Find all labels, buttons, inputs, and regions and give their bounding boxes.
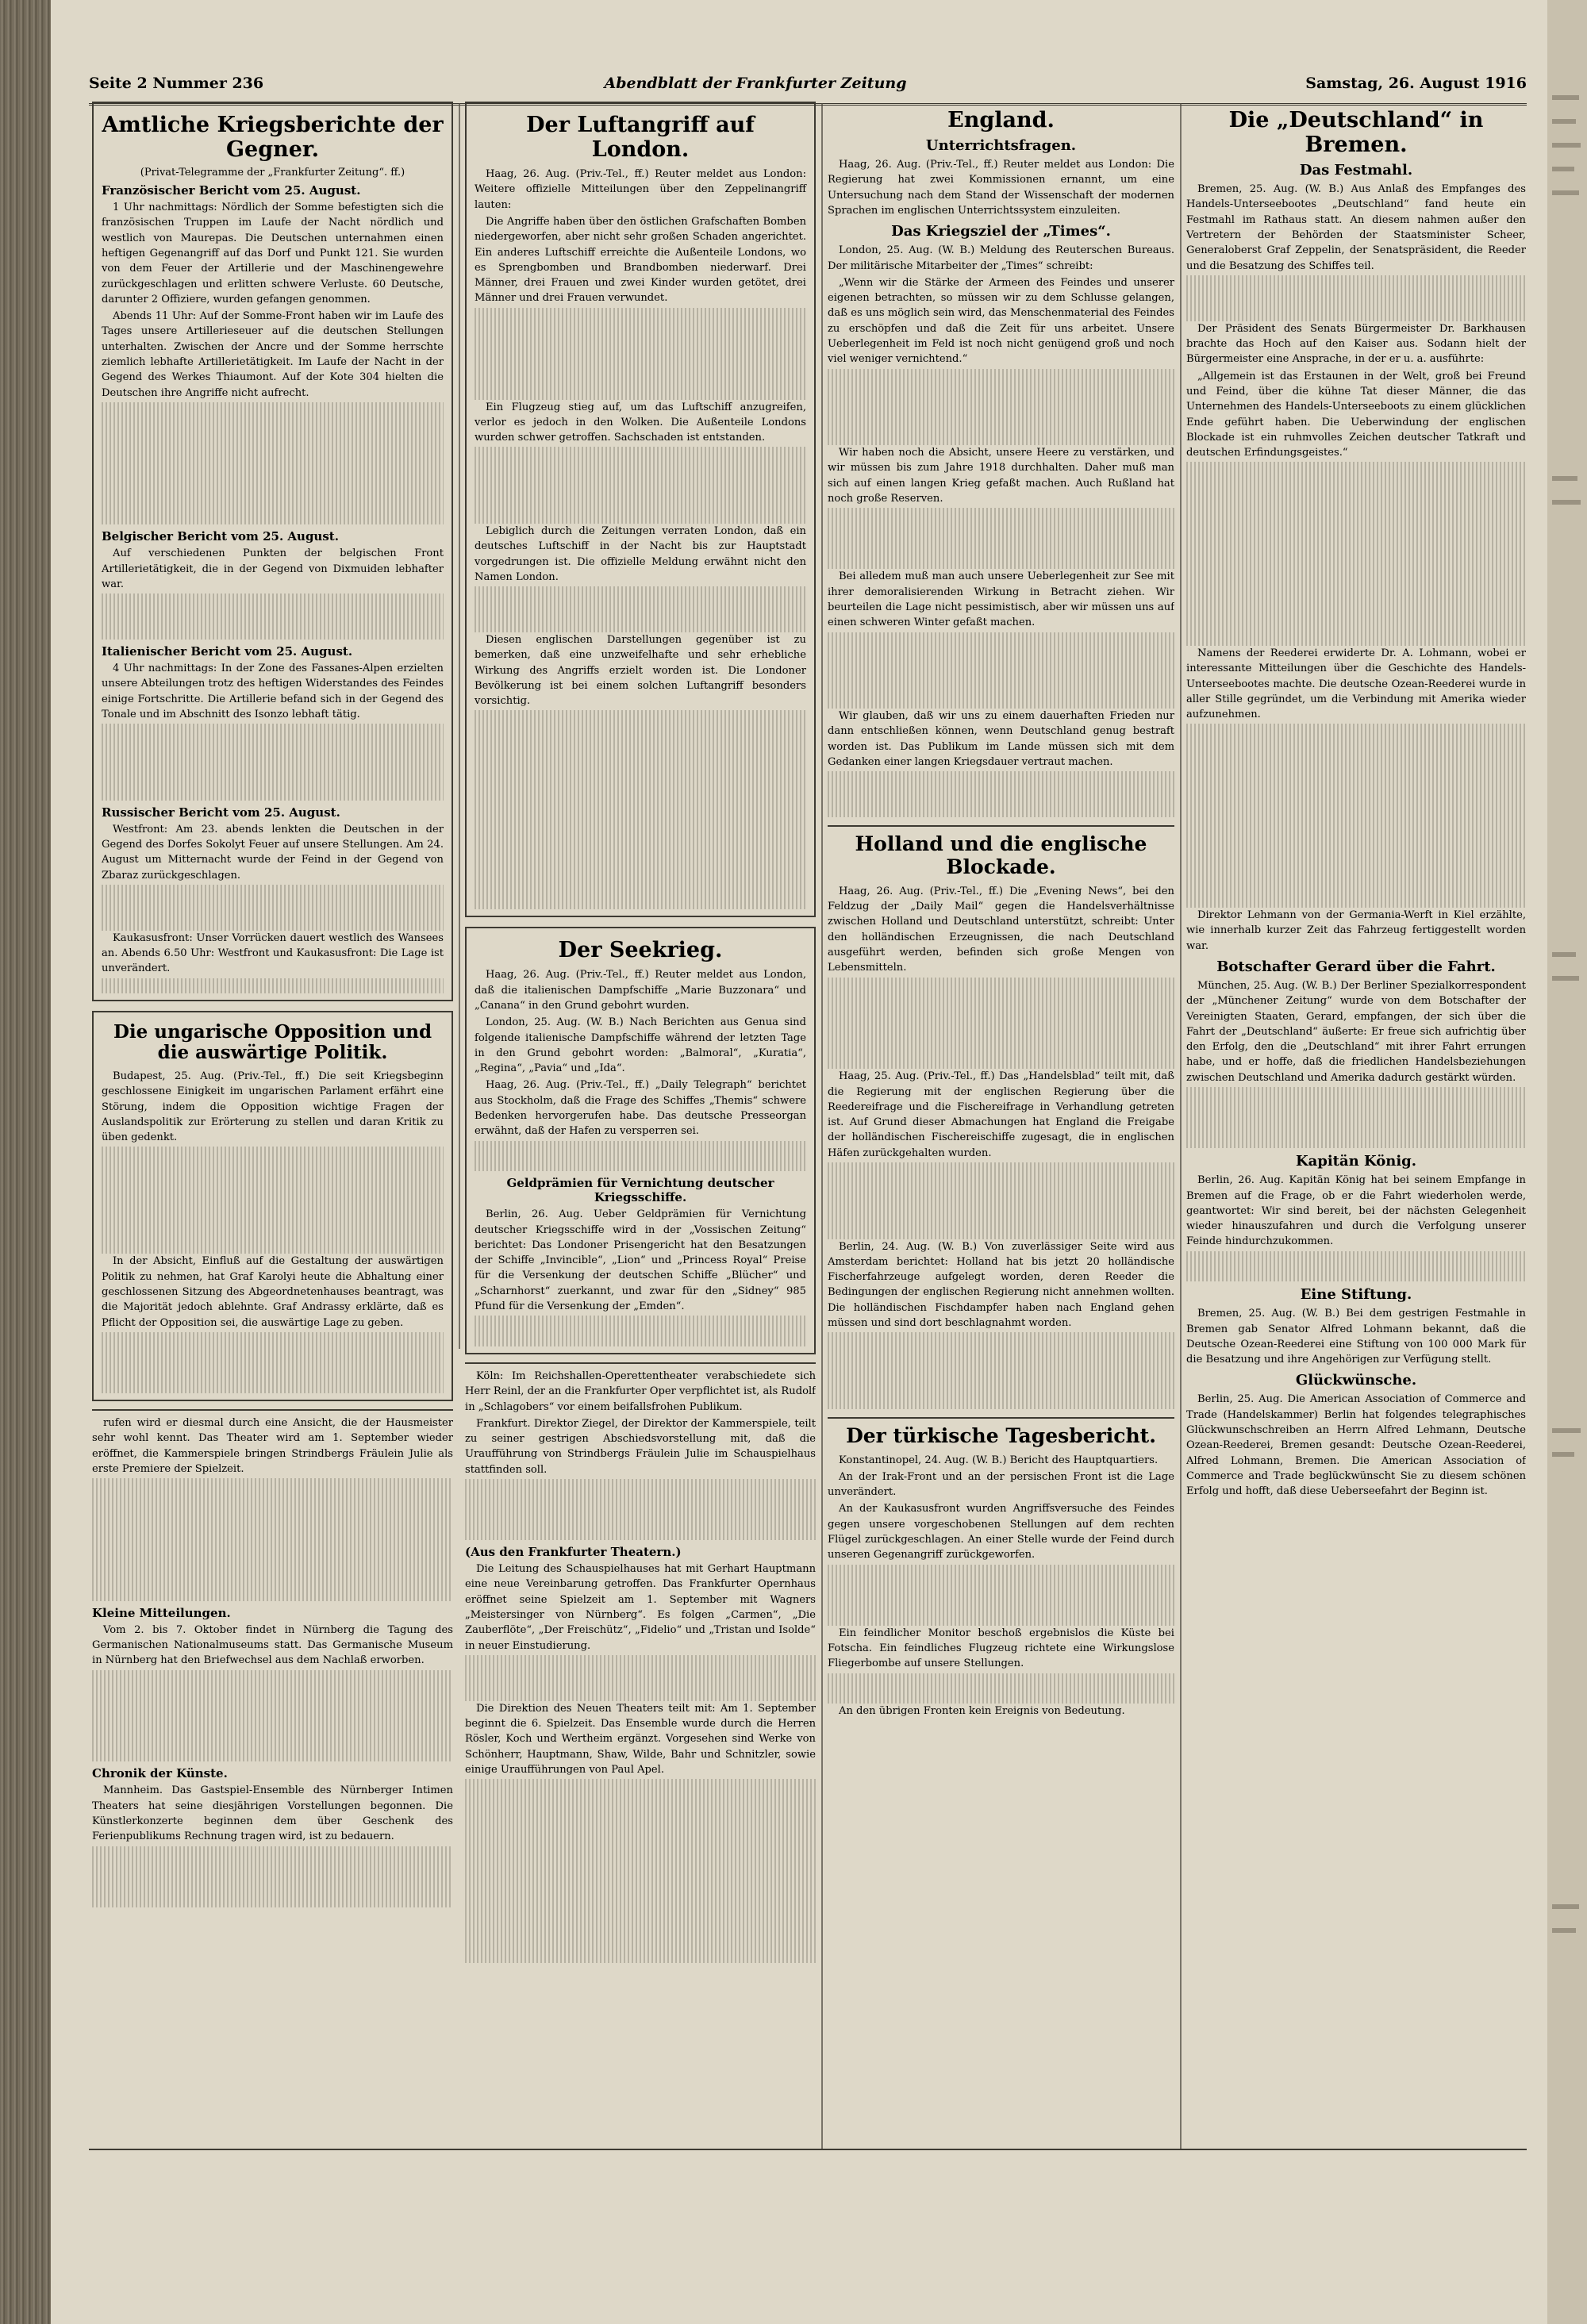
subhead-bounties: Geldprämien für Vernichtung deutscher Kriegsschiffe. [506, 1176, 774, 1205]
subhead-belgian-report: Belgischer Bericht vom 25. August. [102, 529, 339, 544]
column-2 [465, 102, 816, 2145]
subhead-congratulations: Glückwünsche. [1295, 1372, 1417, 1389]
paragraph: Bremen, 25. Aug. (W. B.) Bei dem gestrigen Festmahle in Bremen gab Senator Alfred Lohmann bekannt, daß die Deutsche Ozean-Reederei eine Stiftung von 100 000 Mark für die Besatzung und ihre Angehörigen zur Verfügung stellt. [1186, 1308, 1526, 1366]
paragraph: Bei alledem muß man auch unsere Ueberlegenheit zur See mit ihrer demoralisierenden Wirkung in Betracht ziehen. Wir beurteilen die Lage nicht pessimistisch, aber wir müssen uns auf einen schweren Winter gefaßt machen. [828, 570, 1174, 629]
subhead-french-report: Französischer Bericht vom 25. August. [102, 183, 361, 198]
subhead-arts-chronicle: Chronik der Künste. [92, 1766, 228, 1781]
paragraph: In der Absicht, Einfluß auf die Gestaltung der auswärtigen Politik zu nehmen, hat Graf Karolyi heute die Abhaltung einer geschlossenen Sitzung des Abgeordnetenhauses beantragt, was die Majorität jedoch ablehnte. Graf Andrassy erklärte, daß es Pflicht der Opposition sei, die auswärtige Lage zu geben. [102, 1255, 444, 1329]
column-rule [459, 103, 460, 1349]
paragraph: Auf verschiedenen Punkten der belgischen Front Artillerietätigkeit, die in der Gegend von Dixmuiden lebhafter war. [102, 547, 444, 590]
paragraph: Kaukasusfront: Unser Vorrücken dauert westlich des Wansees an. Abends 6.50 Uhr: Westfront und Kaukasusfront: Die Lage ist unverändert. [102, 932, 444, 975]
headline-naval-war: Der Seekrieg. [558, 938, 723, 963]
war-reports-box [92, 102, 453, 1001]
paragraph: An den übrigen Fronten kein Ereignis von Bedeutung. [839, 1705, 1125, 1718]
paragraph: Haag, 26. Aug. (Priv.-Tel., ff.) Reuter meldet aus London: Die Regierung hat zwei Kommissionen ernannt, um eine Untersuchung nach dem Stand der Wissenschaft der modernen Sprachen im englischen Unterrichtssystem einzuleiten. [828, 159, 1174, 217]
divider [465, 1362, 816, 1364]
paragraph: Die Direktion des Neuen Theaters teilt mit: Am 1. September beginnt die 6. Spielzeit. Das Ensemble wurde durch die Herren Rösler, Koch und Wertheim ergänzt. Vorgesehen sind Werke von Schönherr, Hauptmann, Shaw, Wilde, Bahr und Schnitzler, sowie einige Uraufführungen von Paul Apel. [465, 1702, 816, 1777]
subhead-education: Unterrichtsfragen. [925, 137, 1077, 155]
page-number: Seite 2 Nummer 236 [89, 75, 264, 92]
paragraph: Mannheim. Das Gastspiel-Ensemble des Nürnberger Intimen Theaters hat seine diesjährigen Vorstellungen begonnen. Die Künstlerkonzerte beginnen dem über Geschenk des Ferienpublikums Rechnung tragen wird, ist zu bedauern. [92, 1784, 453, 1843]
paragraph: Berlin, 26. Aug. Kapitän König hat bei seinem Empfange in Bremen auf die Frage, ob er die Fahrt wiederholen werde, geantwortet: Wir sind bereit, bei der nächsten Gelegenheit wieder hinauszufahren und durch die Verfolgung unserer Feinde hindurchzukommen. [1186, 1174, 1526, 1248]
paragraph: Haag, 26. Aug. (Priv.-Tel., ff.) Reuter meldet aus London, daß die italienischen Dampfschiffe „Marie Buzzonara“ und „Canana“ in den Grund gebohrt wurden. [475, 969, 806, 1012]
paragraph: 4 Uhr nachmittags: In der Zone des Fassanes-Alpen erzielten unsere Abteilungen trotz des heftigen Widerstandes des Feindes einige Fortschritte. Die Artillerie befand sich in der Gegend des Tonale und im Abschnitt des Isonzo lebhaft tätig. [102, 663, 444, 720]
paragraph: Haag, 26. Aug. (Priv.-Tel., ff.) Die „Evening News“, bei den Feldzug der „Daily Mail“ gegen die Handelsverhältnisse zwischen Holland und Deutschland unterstützt, schreibt: Unter den holländischen Erzeugnissen, die nach Deutschland ausgeführt werden, befinden sich große Mengen von Lebensmitteln. [828, 885, 1174, 974]
adjacent-page-edge [1547, 0, 1587, 2324]
paragraph: Namens der Reederei erwiderte Dr. A. Lohmann, wobei er interessante Mitteilungen über die Geschichte des Handels-Unterseebootes machte. Die deutsche Ozean-Reederei wurde in aller Stille gegründet, um die Verbindung mit Amerika wieder aufzunehmen. [1186, 647, 1526, 721]
paragraph: rufen wird er diesmal durch eine Ansicht, die der Hausmeister sehr wohl kennt. Das Theater wird am 1. September wieder eröffnet, die Kammerspiele bringen Strindbergs Fräulein Julie als erste Premiere der Spielzeit. [92, 1417, 453, 1476]
paragraph: Frankfurt. Direktor Ziegel, der Direktor der Kammerspiele, teilt zu seiner gestrigen Abschiedsvorstellung mit, daß die Uraufführung von Strindbergs Fräulein Julie im Schauspielhaus stattfinden soll. [465, 1417, 816, 1476]
paragraph: „Allgemein ist das Erstaunen in der Welt, groß bei Freund und Feind, über die kühne Tat dieser Männer, die das Unternehmen des Handels-Unterseeboots zu einem glücklichen Ende geführt haben. Die Ueberwindung der englischen Blockade ist ein ruhmvolles Zeichen deutscher Tatkraft und deutschen Erfindungsgeistes.“ [1186, 370, 1526, 459]
paragraph: Direktor Lehmann von der Germania-Werft in Kiel erzählte, wie innerhalb kurzer Zeit das Fahrzeug fertiggestellt worden war. [1186, 909, 1526, 952]
paragraph: „Wenn wir die Stärke der Armeen des Feindes und unserer eigenen betrachten, so müssen wir zu dem Schlusse gelangen, daß es uns möglich sein wird, das Menschenmaterial des Feindes zu erschöpfen und daß die Zeit für uns arbeitet. Unsere Ueberlegenheit im Feld ist noch nicht genügend groß und noch viel weniger vernichtend.“ [828, 276, 1174, 366]
paragraph: An der Kaukasusfront wurden Angriffsversuche des Feindes gegen unsere vorgeschobenen Stellungen auf dem rechten Flügel zurückgeschlagen. An einer Stelle wurde der Feind durch unseren Gegenangriff zurückgeworfen. [828, 1503, 1174, 1561]
paragraph: Die Angriffe haben über den östlichen Grafschaften Bomben niedergeworfen, aber nicht sehr großen Schaden angerichtet. Ein anderes Luftschiff erreichte die Außenteile Londons, wo es Sprengbomben und Brandbomben niederwarf. Drei Männer, drei Frauen und zwei Kinder wurden getötet, drei Männer und drei Frauen verwundet. [475, 215, 806, 305]
masthead-title: Abendblatt der Frankfurter Zeitung [604, 75, 907, 92]
paragraph: Wir glauben, daß wir uns zu einem dauerhaften Frieden nur dann entschließen können, wenn Deutschland genug bestraft worden ist. Das Publikum im Lande müssen sich mit dem Gedanken einer langen Kriegsdauer vertraut machen. [828, 710, 1174, 769]
subhead-theaters: (Aus den Frankfurter Theatern.) [465, 1545, 682, 1560]
paragraph: Vom 2. bis 7. Oktober findet in Nürnberg die Tagung des Germanischen Nationalmuseums statt. Das Germanische Museum in Nürnberg hat den Briefwechsel aus dem Nachlaß erworben. [92, 1623, 453, 1667]
paragraph: Lebiglich durch die Zeitungen verraten London, daß ein deutsches Luftschiff in der Nacht bis zur Hauptstadt vorgedrungen ist. Die offizielle Meldung erwähnt nicht den Namen London. [475, 524, 806, 583]
headline-deutschland-bremen: Die „Deutschland“ in Bremen. [1228, 108, 1484, 158]
paragraph: 1 Uhr nachmittags: Nördlich der Somme befestigten sich die französischen Truppen im Laufe der Nacht nördlich und westlich von Maurepas. Die Deutschen unternahmen einen heftigen Gegenangriff auf das Dorf und Punkt 121. Sie wurden von dem Feuer der Artillerie und der Maschinengewehre zurückgeschlagen und erlitten schwere Verluste. 60 Deutsche, darunter 2 Offiziere, wurden gefangen genommen. [102, 202, 444, 305]
subhead-ambassador-gerard: Botschafter Gerard über die Fahrt. [1216, 958, 1496, 975]
naval-war-box [465, 927, 816, 1354]
paragraph: Köln: Im Reichshallen-Operettentheater verabschiedete sich Herr Reinl, der an die Frankfurter Oper verpflichtet ist, als Rudolf in „Schlagobers“ vor einem beifallsfrohen Publikum. [465, 1369, 816, 1413]
paragraph: London, 25. Aug. (W. B.) Meldung des Reuterschen Bureaus. Der militärische Mitarbeiter der „Times“ schreibt: [828, 244, 1174, 272]
headline-turkish-report: Der türkische Tagesbericht. [846, 1423, 1156, 1447]
paragraph: Ein Flugzeug stieg auf, um das Luftschiff anzugreifen, verlor es jedoch in den Wolken. Die Außenteile Londons wurden schwer getroffen. Sachschaden ist entstanden. [475, 401, 806, 444]
subhead-foundation: Eine Stiftung. [1300, 1286, 1412, 1304]
paragraph: Haag, 25. Aug. (Priv.-Tel., ff.) Das „Handelsblad“ teilt mit, daß die Regierung mit der englischen Regierung über die Reedereifrage und die Fischereifrage in Verhandlung getreten ist. Auf Grund dieser Abmachungen hat England die Freigabe der holländischen Fischereischiffe zugesagt, die in englischen Häfen zurückgehalten wurden. [828, 1070, 1174, 1159]
air-raid-box [465, 102, 816, 917]
paragraph: Berlin, 25. Aug. Die American Association of Commerce and Trade (Handelskammer) Berlin hat folgendes telegraphisches Glückwunschschreiben an Herrn Alfred Lehmann, Deutsche Ozean-Reederei, Bremen gesandt: Deutsche Ozean-Reederei, Alfred Lohmann, Bremen. Die American Association of Commerce and Trade beglückwünscht Sie zu diesem schönen Erfolg und hofft, daß diese Ueberseefahrt der Beginn ist. [1186, 1393, 1526, 1498]
column-4 [1186, 102, 1526, 2145]
hungary-article-box [92, 1011, 453, 1401]
page-bottom-rule [89, 2149, 1527, 2150]
paragraph: Die Leitung des Schauspielhauses hat mit Gerhart Hauptmann eine neue Vereinbarung getroffen. Das Frankfurter Opernhaus eröffnet seine Spielzeit am 1. September mit Wagners „Meistersinger von Nürnberg“. Es folgen „Carmen“, „Die Zauberflöte“, „Der Freischütz“, „Fidelio“ und „Tristan und Isolde“ in neuer Einstudierung. [465, 1563, 816, 1652]
column-3 [828, 102, 1174, 2145]
headline-holland-blockade: Holland und die englische Blockade. [855, 832, 1147, 878]
divider [828, 1417, 1174, 1419]
paragraph: Haag, 26. Aug. (Priv.-Tel., ff.) Reuter meldet aus London: Weitere offizielle Mitteilungen über den Zeppelinangriff lauten: [475, 168, 806, 211]
paragraph: Diesen englischen Darstellungen gegenüber ist zu bemerken, daß eine unzweifelhafte und sehr erhebliche Wirkung des Angriffs erzielt worden ist. Die Londoner Bevölkerung ist bei einem solchen Luftangriff besonders vorsichtig. [475, 634, 806, 708]
paragraph: Haag, 26. Aug. (Priv.-Tel., ff.) „Daily Telegraph“ berichtet aus Stockholm, daß die Frage des Schiffes „Themis“ schwere Bedenken hervorgerufen habe. Das deutsche Presseorgan erwähnt, daß der Hafen zu versperren sei. [475, 1079, 806, 1138]
page-header [89, 68, 1527, 106]
issue-date: Samstag, 26. August 1916 [1305, 75, 1527, 92]
subhead-captain-koenig: Kapitän König. [1295, 1153, 1417, 1170]
headline-hungarian-opposition: Die ungarische Opposition und die auswärtige Politik. [113, 1021, 432, 1064]
column-rule [1180, 103, 1182, 2150]
column-1 [92, 102, 453, 2145]
paragraph: München, 25. Aug. (W. B.) Der Berliner Spezialkorrespondent der „Münchener Zeitung“ wurde von dem Botschafter der Vereinigten Staaten, Gerard, empfangen, der sich über die Fahrt der „Deutschland“ äußerte: Er freue sich aufrichtig über den Erfolg, den die „Deutschland“ mit ihrer Fahrt errungen habe, und er hoffe, daß die friedlichen Handelsbeziehungen zwischen Deutschland und Amerika dadurch gestärkt würden. [1186, 979, 1526, 1084]
headline-war-reports: Amtliche Kriegsberichte der Gegner. [102, 113, 444, 163]
subhead-banquet: Das Festmahl. [1299, 162, 1413, 179]
subhead-small-notes: Kleine Mitteilungen. [92, 1605, 231, 1620]
subhead-russian-report: Russischer Bericht vom 25. August. [102, 805, 340, 820]
byline: (Privat-Telegramme der „Frankfurter Zeitung“. ff.) [140, 167, 405, 179]
headline-air-raid-london: Der Luftangriff auf London. [526, 113, 755, 163]
divider [828, 825, 1174, 827]
paragraph: Wir haben noch die Absicht, unsere Heere zu verstärken, und wir müssen bis zum Jahre 1918 durchhalten. Daher muß man sich auf einen langen Krieg gefaßt machen. Auch Rußland hat noch große Reserven. [828, 447, 1174, 505]
paragraph: Berlin, 26. Aug. Ueber Geldprämien für Vernichtung deutscher Kriegsschiffe wird in der „Vossischen Zeitung“ berichtet: Das Londoner Prisengericht hat den Besatzungen der Schiffe „Invincible“, „Lion“ und „Princess Royal“ Preise für die Versenkung der deutschen Schiffe „Blücher“ und „Scharnhorst“ zuerkannt, und zwar für den „Sidney“ 985 Pfund für die Versenkung der „Emden“. [475, 1208, 806, 1313]
book-binding-edge [0, 0, 51, 2324]
paragraph: Berlin, 24. Aug. (W. B.) Von zuverlässiger Seite wird aus Amsterdam berichtet: Holland hat bis jetzt 20 holländische Fischerfahrzeuge aufgelegt worden, deren Reeder die Bedingungen der englischen Regierung nicht annehmen wollten. Die holländischen Fischdampfer haben nach England gehen müssen und sind dort beschlagnahmt worden. [828, 1240, 1174, 1330]
paragraph: Westfront: Am 23. abends lenkten die Deutschen in der Gegend des Dorfes Sokolyt Feuer auf unsere Stellungen. Am 24. August um Mitternacht wurde der Feind in der Gegend von Zbaraz zurückgeschlagen. [102, 823, 444, 882]
paragraph: Konstantinopel, 24. Aug. (W. B.) Bericht des Hauptquartiers. [839, 1454, 1159, 1466]
paragraph: Ein feindlicher Monitor beschoß ergebnislos die Küste bei Fotscha. Ein feindliches Flugzeug richtete eine Wirkungslose Fliegerbombe auf unsere Stellungen. [828, 1627, 1174, 1670]
subhead-times-war-aims: Das Kriegsziel der „Times“. [891, 223, 1111, 240]
paragraph: Der Präsident des Senats Bürgermeister Dr. Barkhausen brachte das Hoch auf den Kaiser aus. Sodann hielt der Bürgermeister eine Ansprache, in der er u. a. ausführte: [1186, 322, 1526, 366]
paragraph: Abends 11 Uhr: Auf der Somme-Front haben wir im Laufe des Tages unsere Artillerieseuer auf die deutschen Stellungen unterhalten. Zwischen der Ancre und der Somme herrschte ziemlich lebhafte Artillerietätigkeit. Im Laufe der Nacht in der Gegend des Werkes Thiaumont. Auf der Kote 304 hielten die Deutschen ihre Angriffe nicht aufrecht. [102, 310, 444, 399]
subhead-italian-report: Italienischer Bericht vom 25. August. [102, 644, 353, 659]
paragraph: London, 25. Aug. (W. B.) Nach Berichten aus Genua sind folgende italienische Dampfschiffe während der letzten Tage in den Grund gebohrt worden: „Balmoral“, „Kuratia“, „Regina“, „Pavia“ und „Ida“. [475, 1016, 806, 1075]
divider [92, 1409, 453, 1411]
paragraph: Bremen, 25. Aug. (W. B.) Aus Anlaß des Empfanges des Handels-Unterseebootes „Deutschland“ fand heute ein Festmahl im Rathaus statt. An diesem nahmen außer den Vertretern der Behörden der Staatsminister Scheer, Generaloberst Graf Zeppelin, der Senatspräsident, die Reeder und die Besatzung des Schiffes teil. [1186, 183, 1526, 272]
column-rule [821, 103, 823, 2150]
paragraph: Budapest, 25. Aug. (Priv.-Tel., ff.) Die seit Kriegsbeginn geschlossene Einigkeit im ungarischen Parlament erfährt eine Störung, indem die Opposition wichtige Fragen der Auslandspolitik zur Erörterung zu stellen und daran Kritik zu üben gedenkt. [102, 1070, 444, 1144]
paragraph: An der Irak-Front und an der persischen Front ist die Lage unverändert. [828, 1470, 1174, 1499]
headline-england: England. [947, 108, 1055, 133]
